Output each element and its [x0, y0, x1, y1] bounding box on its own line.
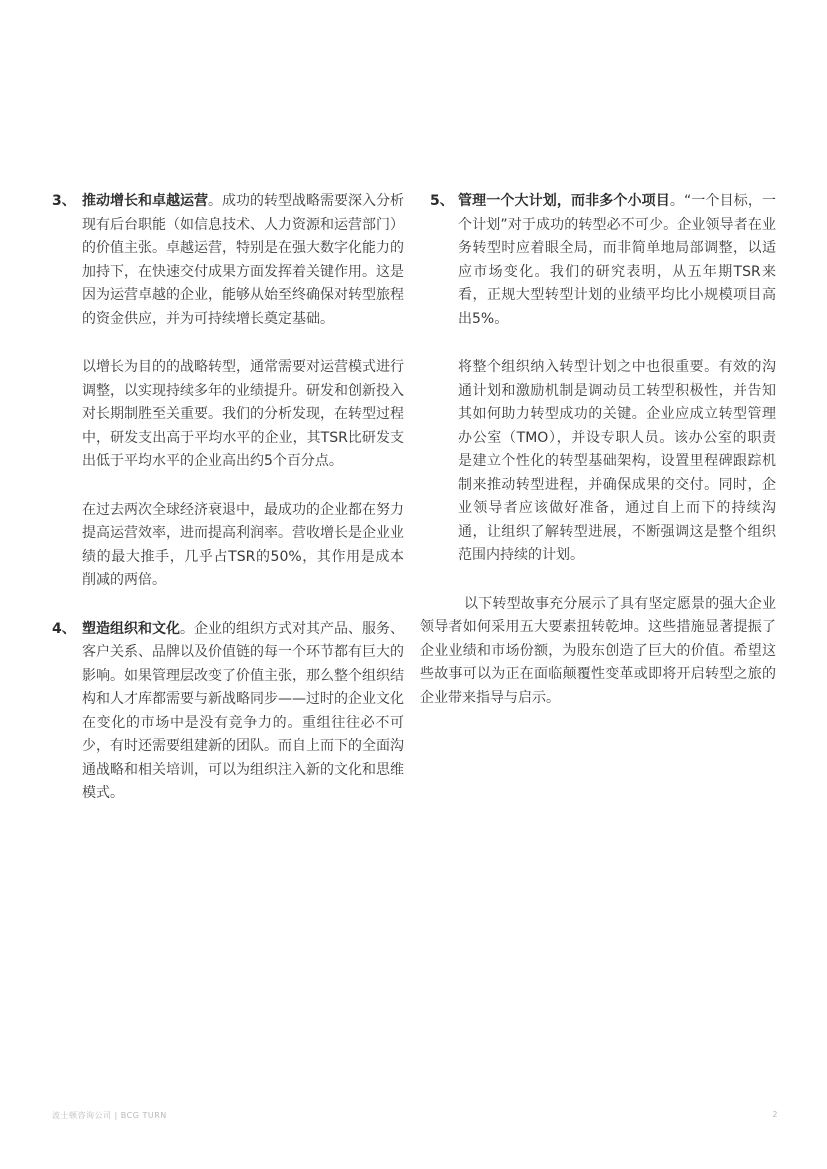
list-item-3 — [52, 190, 404, 331]
left-column — [52, 190, 404, 806]
item-body — [82, 618, 404, 806]
footer-label: 波士顿咨询公司 | BCG TURN — [52, 1111, 167, 1120]
item-text: 。成功的转型战略需要深入分析现有后台职能（如信息技术、人力资源和运营部门）的价值主张。卓越运营，特别是在强大数字化能力的加持下，在快速交付成果方面发挥着关键作用。这是因为运营卓越的企业，能够从始至终确保对转型旅程的资金供应，并为可持续增长奠定基础。 — [82, 193, 404, 327]
paragraph: 以增长为目的的战略转型，通常需要对运营模式进行调整，以实现持续多年的业绩提升。研发和创新投入对长期制胜至关重要。我们的分析发现，在转型过程中，研发支出高于平均水平的企业，其TSR比研发支出低于平均水平的企业高出约5个百分点。 — [82, 359, 404, 469]
list-item-4 — [52, 618, 404, 806]
item-lead: 推动增长和卓越运营 — [82, 193, 208, 209]
item-text: 。“一个目标，一个计划”对于成功的转型必不可少。企业领导者在业务转型时应着眼全局，而非简单地局部调整，以适应市场变化。我们的研究表明，从五年期TSR来看，正规大型转型计划的业绩平均比小规模项目高出5%。 — [458, 193, 776, 327]
item-text: 。企业的组织方式对其产品、服务、客户关系、品牌以及价值链的每一个环节都有巨大的影响。如果管理层改变了价值主张，那么整个组织结构和人才库都需要与新战略同步——过时的企业文化在变化的市场中是没有竞争力的。重组往往必不可少，有时还需要组建新的团队。而自上而下的全面沟通战略和相关培训，可以为组织注入新的文化和思维模式。 — [82, 620, 404, 801]
item-number: 3、 — [52, 193, 76, 209]
page-footer — [52, 1110, 778, 1121]
right-column — [420, 190, 776, 710]
item-lead: 管理一个大计划，而非多个小项目 — [458, 193, 670, 209]
paragraph: 以下转型故事充分展示了具有坚定愿景的强大企业领导者如何采用五大要素扭转乾坤。这些措施显著提振了企业业绩和市场份额，为股东创造了巨大的价值。希望这些故事可以为正在面临颠覆性变革或即将开启转型之旅的企业带来指导与启示。 — [420, 595, 776, 706]
page-number: 2 — [772, 1110, 778, 1119]
item-number: 5、 — [430, 193, 454, 209]
item-body — [82, 190, 404, 331]
item-lead: 塑造组织和文化 — [82, 620, 180, 637]
item-body — [458, 190, 776, 331]
item-number: 4、 — [52, 620, 76, 637]
paragraph: 将整个组织纳入转型计划之中也很重要。有效的沟通计划和激励机制是调动员工转型积极性，并告知其如何助力转型成功的关键。企业应成立转型管理办公室（TMO），并设专职人员。该办公室的职责是建立个性化的转型基础架构，设置里程碑跟踪机制来推动转型进程，并确保成果的交付。同时，企业领导者应该做好准备，通过自上而下的持续沟通，让组织了解转型进展，不断强调这是整个组织范围内持续的计划。 — [458, 359, 776, 563]
list-item-5 — [420, 190, 776, 331]
paragraph: 在过去两次全球经济衰退中，最成功的企业都在努力提高运营效率，进而提高利润率。营收增长是企业业绩的最大推手，几乎占TSR的50%，其作用是成本削减的两倍。 — [82, 501, 404, 588]
